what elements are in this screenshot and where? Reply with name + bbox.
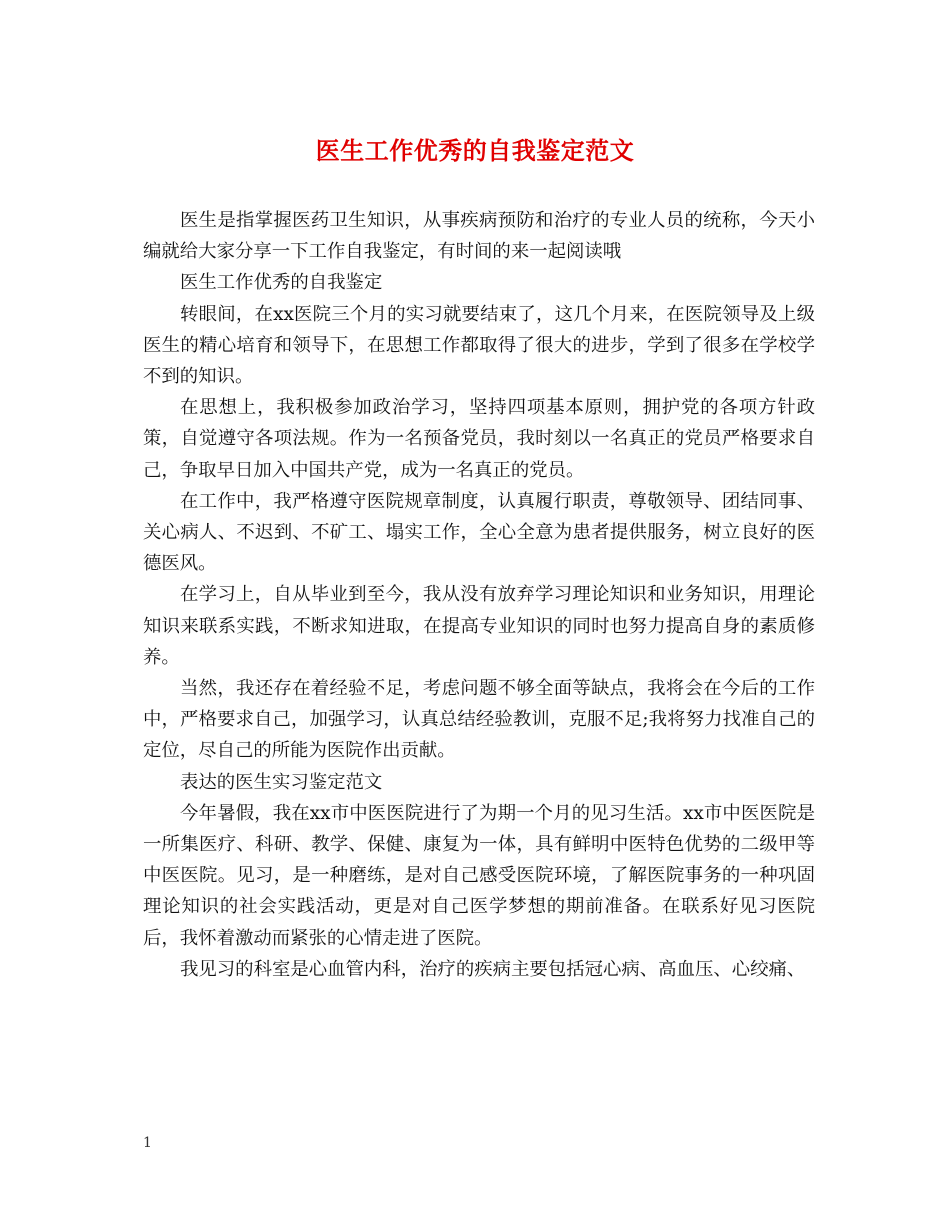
paragraph-ideology: 在思想上，我积极参加政治学习，坚持四项基本原则，拥护党的各项方针政策，自觉遵守各项法规。作为一名预备党员，我时刻以一名真正的党员严格要求自己，争取早日加入中国共产党，成为一名真正的党员。 — [143, 397, 815, 481]
paragraph-heading-2: 表达的医生实习鉴定范文 — [180, 771, 383, 793]
document-title: 医生工作优秀的自我鉴定范文 — [315, 136, 635, 165]
paragraph-department: 我见习的科室是心血管内科，治疗的疾病主要包括冠心病、高血压、心绞痛、 — [180, 958, 806, 980]
paragraph-shortcomings: 当然，我还存在着经验不足，考虑问题不够全面等缺点，我将会在今后的工作中，严格要求自己，加强学习，认真总结经验教训，克服不足;我将努力找准自己的定位，尽自己的所能为医院作出贡献。 — [143, 678, 815, 762]
document-body — [143, 205, 815, 985]
paragraph-work: 在工作中，我严格遵守医院规章制度，认真履行职责，尊敬领导、团结同事、关心病人、不迟到、不矿工、塌实工作，全心全意为患者提供服务，树立良好的医德医风。 — [143, 490, 815, 575]
paragraph-study: 在学习上，自从毕业到至今，我从没有放弃学习理论知识和业务知识，用理论知识来联系实践，不断求知进取，在提高专业知识的同时也努力提高自身的素质修养。 — [143, 584, 815, 668]
paragraph-intro: 医生是指掌握医药卫生知识，从事疾病预防和治疗的专业人员的统称，今天小编就给大家分享一下工作自我鉴定，有时间的来一起阅读哦 — [143, 210, 815, 263]
page-number: 1 — [143, 1135, 152, 1151]
paragraph-heading-1: 医生工作优秀的自我鉴定 — [180, 272, 383, 294]
paragraph-internship-end: 转眼间，在xx医院三个月的实习就要结束了，这几个月来，在医院领导及上级医生的精心培育和领导下，在思想工作都取得了很大的进步，学到了很多在学校学不到的知识。 — [143, 303, 815, 388]
paragraph-summer-internship: 今年暑假，我在xx市中医医院进行了为期一个月的见习生活。xx市中医医院是一所集医疗、科研、教学、保健、康复为一体，具有鲜明中医特色优势的二级甲等中医医院。见习，是一种磨练，是对自己感受医院环境，了解医院事务的一种巩固理论知识的社会实践活动，更是对自己医学梦想的期前准备。在联系好见习医院后，我怀着激动而紧张的心情走进了医院。 — [143, 802, 815, 949]
